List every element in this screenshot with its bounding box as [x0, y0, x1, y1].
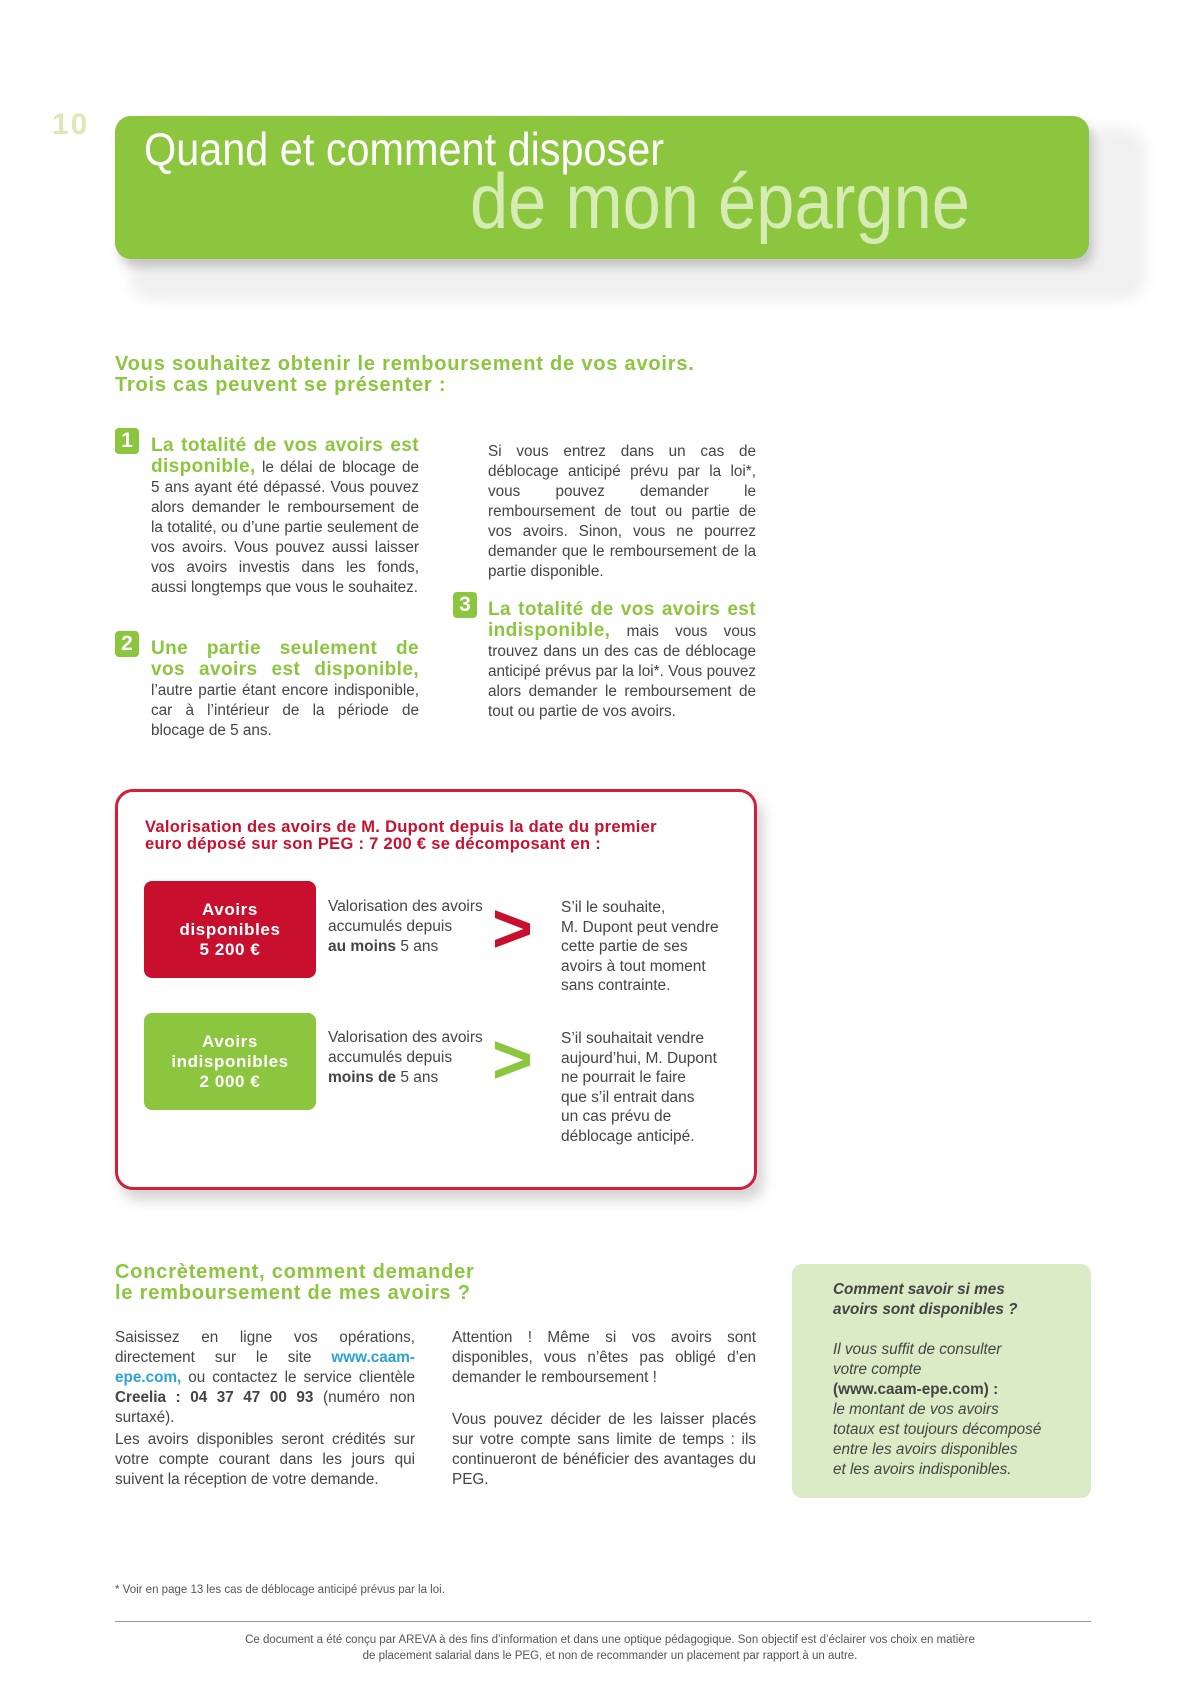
- placement-paragraph: Vous pouvez décider de les laisser placés sur votre compte sans limite de temps : ils continueront de bénéficier des avantages du PEG.: [452, 1411, 756, 1488]
- site-link[interactable]: www.caam-epe.com,: [115, 1349, 415, 1386]
- case-1-heading: La totalité de vos avoirs est disponible,: [151, 435, 419, 477]
- case-3-text: La totalité de vos avoirs est indisponible, mais vous vous trouvez dans un des cas de déblocage anticipé prévus par la loi*. Vous pouvez alors demander le remboursement de tout ou partie de vos avoirs.: [488, 599, 756, 720]
- credit-paragraph: Les avoirs disponibles seront crédités sur votre compte courant dans les jours qui suivent la réception de votre demande.: [115, 1431, 415, 1488]
- case-2-text: Une partie seulement de vos avoirs est disponible, l’autre partie étant encore indisponible, car à l’intérieur de la période de blocage de 5 ans.: [151, 638, 419, 739]
- case-2-continuation: Si vous entrez dans un cas de déblocage anticipé prévu par la loi*, vous pouvez demander le remboursement de tout ou partie de vos avoirs. Sinon, vous ne pourrez demander que le remboursement de la partie disponible.: [488, 443, 756, 580]
- section-heading: Concrètement, comment demander le remboursement de mes avoirs ?: [115, 1261, 475, 1304]
- disclaimer: Ce document a été conçu par AREVA à des fins d’information et dans une optique pédagogique. Son objectif est d’éclairer vos choix en matière de placement salarial dans le PEG, et non de recommander un placement par rapport à un autre.: [245, 1634, 975, 1662]
- attention-paragraph: Attention ! Même si vos avoirs sont disponibles, vous n’êtes pas obligé d’en demander le remboursement !: [452, 1329, 756, 1386]
- case-3-badge: 3: [453, 592, 477, 618]
- intro-heading: Vous souhaitez obtenir le remboursement de vos avoirs. Trois cas peuvent se présenter :: [115, 353, 695, 396]
- example-title: Valorisation des avoirs de M. Dupont depuis la date du premier euro déposé sur son PEG : 7 200 € se décomposant en :: [145, 818, 657, 853]
- row-1-description: Valorisation des avoirs accumulés depuis au moins 5 ans: [328, 898, 483, 955]
- row-2-outcome: S’il souhaitait vendre aujourd’hui, M. Dupont ne pourrait le faire que s’il entrait dans un cas prévu de déblocage anticipé.: [561, 1030, 717, 1145]
- row-2-description: Valorisation des avoirs accumulés depuis moins de 5 ans: [328, 1029, 483, 1086]
- case-2-heading: Une partie seulement de vos avoirs est disponible,: [151, 638, 419, 680]
- page-title-line2: de mon épargne: [470, 157, 970, 245]
- footnote: * Voir en page 13 les cas de déblocage anticipé prévus par la loi.: [115, 1584, 445, 1596]
- case-3-heading: La totalité de vos avoirs est indisponible,: [488, 599, 756, 641]
- case-1-badge: 1: [115, 428, 139, 454]
- contact-paragraph: Saisissez en ligne vos opérations, directement sur le site www.caam-epe.com, ou contactez le service clientèle Creelia : 04 37 47 00 93 (numéro non surtaxé).: [115, 1329, 416, 1426]
- page-number: 10: [52, 108, 90, 141]
- tile-unavailable: Avoirs indisponibles 2 000 €: [144, 1013, 316, 1110]
- divider: [115, 1621, 1091, 1622]
- tile-available: Avoirs disponibles 5 200 €: [144, 881, 316, 978]
- page-title-line1: Quand et comment disposer: [144, 123, 665, 175]
- info-box-text: Comment savoir si mes avoirs sont disponibles ? Il vous suffit de consulter votre compte (www.caam-epe.com) : le montant de vos avoirs totaux est toujours décomposé entre les avoirs disponibles et les avoirs indisponibles.: [833, 1281, 1042, 1478]
- row-1-outcome: S’il le souhaite, M. Dupont peut vendre cette partie de ses avoirs à tout moment sans contrainte.: [561, 899, 719, 994]
- case-2-badge: 2: [115, 631, 139, 657]
- chevron-right-icon: >: [492, 889, 533, 967]
- chevron-right-icon: >: [492, 1020, 533, 1098]
- case-1-text: La totalité de vos avoirs est disponible, le délai de blocage de 5 ans ayant été dépassé. Vous pouvez alors demander le remboursement de la totalité, ou d’une partie seulement de vos avoirs. Vous pouvez aussi laisser vos avoirs investis dans les fonds, aussi longtemps que vous le souhaitez.: [151, 435, 419, 596]
- phone-number: Creelia : 04 37 47 00 93: [115, 1389, 314, 1406]
